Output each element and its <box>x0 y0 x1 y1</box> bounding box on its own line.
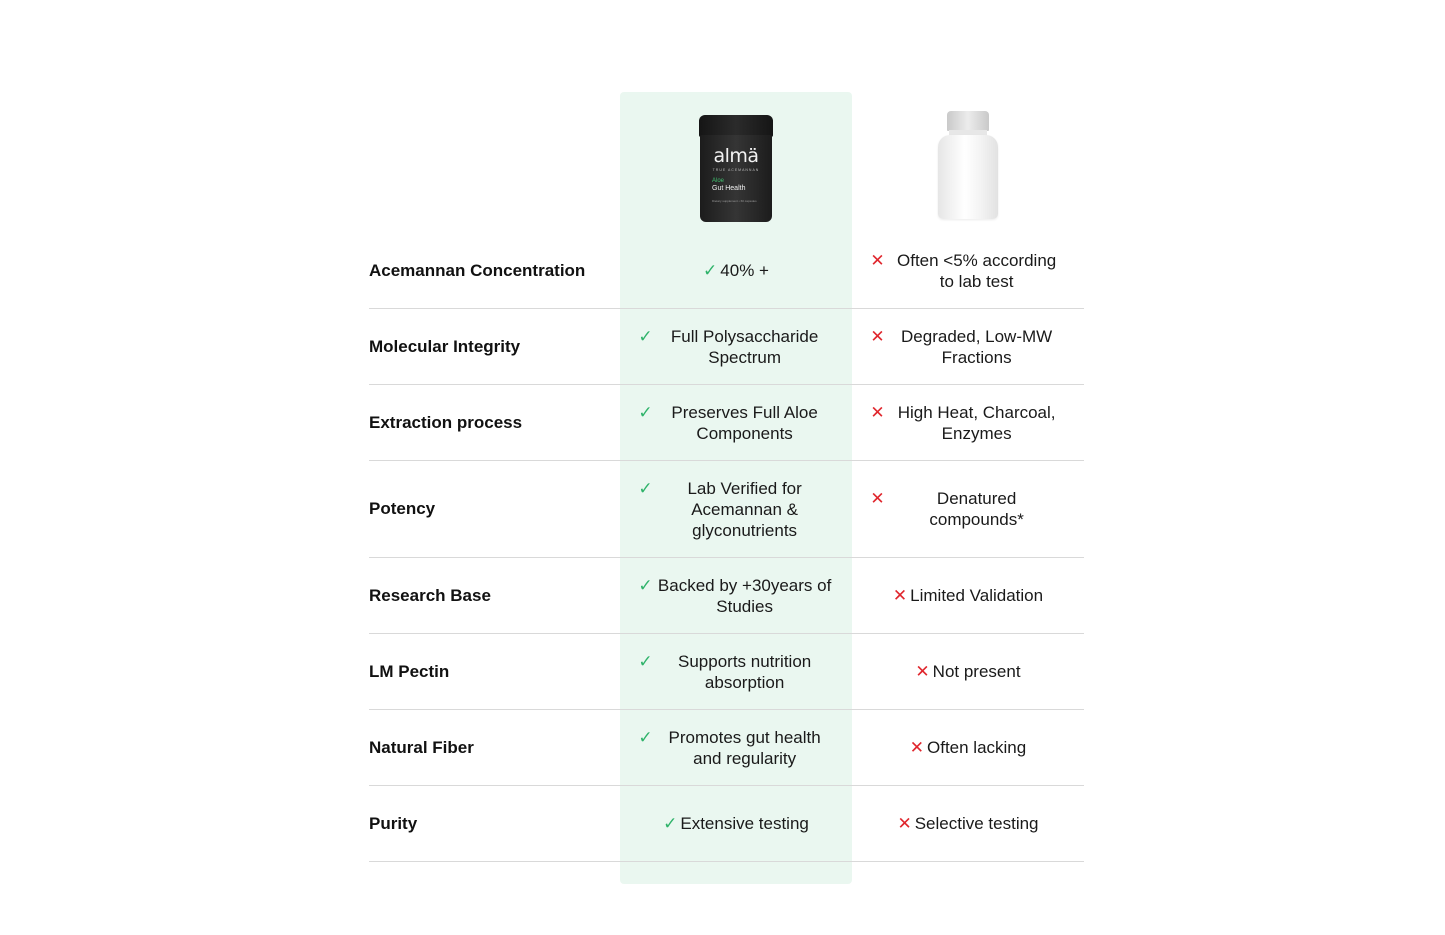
competitor-cell <box>852 488 1084 530</box>
cell-text: Degraded, Low-MW Fractions <box>901 326 1053 367</box>
cross-icon: ✕ <box>870 489 885 508</box>
row-label: Extraction process <box>369 412 523 432</box>
table-row <box>369 233 1084 309</box>
bottle-cap <box>947 111 989 131</box>
table-row <box>369 786 1084 862</box>
jar-product-name: Gut Health <box>712 185 746 192</box>
row-label: Research Base <box>369 585 491 605</box>
cell-text: Preserves Full Aloe Components <box>671 402 818 443</box>
cross-icon: ✕ <box>870 250 885 270</box>
row-label: Natural Fiber <box>369 737 474 757</box>
cell-text: Extensive testing <box>680 814 809 833</box>
row-label: Potency <box>369 499 436 518</box>
check-icon: ✓ <box>663 814 678 833</box>
competitor-cell <box>852 737 1084 758</box>
cell-text: Lab Verified for Acemannan & glyconutrients <box>687 478 802 540</box>
check-icon: ✓ <box>638 575 653 595</box>
table-row <box>369 309 1084 385</box>
competitor-cell <box>852 402 1084 444</box>
cell-text: Selective testing <box>914 814 1039 833</box>
cell-text: Often lacking <box>927 738 1027 757</box>
row-label: Purity <box>369 813 418 833</box>
check-icon: ✓ <box>638 402 653 422</box>
table-row <box>369 385 1084 461</box>
cross-icon: ✕ <box>870 326 885 346</box>
cross-icon: ✕ <box>870 402 885 422</box>
alma-cell <box>620 260 852 281</box>
cell-text: Often <5% according to lab test <box>897 250 1057 291</box>
competitor-cell <box>852 813 1084 834</box>
row-label: LM Pectin <box>369 661 450 681</box>
alma-logo: almä <box>713 145 759 167</box>
cross-icon: ✕ <box>915 662 930 681</box>
alma-cell <box>620 651 852 693</box>
check-icon: ✓ <box>638 478 653 498</box>
jar-variant: Aloe <box>712 178 725 184</box>
cell-text: Promotes gut health and regularity <box>668 727 821 768</box>
comparison-table <box>369 233 1084 862</box>
table-row <box>369 461 1084 558</box>
table-row <box>369 710 1084 786</box>
row-label: Molecular Integrity <box>369 336 521 356</box>
jar-lid <box>699 115 773 137</box>
cell-text: 40% + <box>720 261 769 280</box>
cell-text: Full Polysaccharide Spectrum <box>670 326 819 367</box>
alma-cell <box>620 813 852 834</box>
alma-cell <box>620 575 852 617</box>
cell-text: High Heat, Charcoal, Enzymes <box>897 402 1056 443</box>
check-icon: ✓ <box>638 651 653 671</box>
alma-product-jar <box>699 115 773 222</box>
competitor-cell <box>852 661 1084 682</box>
competitor-cell <box>852 585 1084 606</box>
check-icon: ✓ <box>638 727 653 747</box>
cell-text: Limited Validation <box>910 586 1044 605</box>
white-bottle-icon <box>938 111 998 219</box>
jar-body <box>700 135 772 222</box>
bottle-body <box>938 135 998 219</box>
cell-text: Supports nutrition absorption <box>678 651 812 692</box>
cell-text: Not present <box>932 662 1021 681</box>
table-row <box>369 634 1084 710</box>
alma-cell <box>620 326 852 368</box>
cross-icon: ✕ <box>892 586 908 605</box>
competitor-cell <box>852 326 1084 368</box>
table-row <box>369 558 1084 634</box>
competitor-cell <box>852 250 1084 292</box>
cross-icon: ✕ <box>897 814 912 833</box>
alma-cell <box>620 727 852 769</box>
cell-text: Backed by +30years of Studies <box>657 575 832 616</box>
row-label: Acemannan Concentration <box>369 260 586 280</box>
cell-text: Denatured compounds* <box>929 489 1024 529</box>
check-icon: ✓ <box>638 326 653 346</box>
cross-icon: ✕ <box>909 738 924 757</box>
alma-cell <box>620 478 852 541</box>
alma-cell <box>620 402 852 444</box>
check-icon: ✓ <box>703 261 718 280</box>
jar-footnote: Dietary supplement • 60 capsules <box>712 199 757 203</box>
jar-tagline: TRUE ACEMANNAN <box>712 168 760 172</box>
